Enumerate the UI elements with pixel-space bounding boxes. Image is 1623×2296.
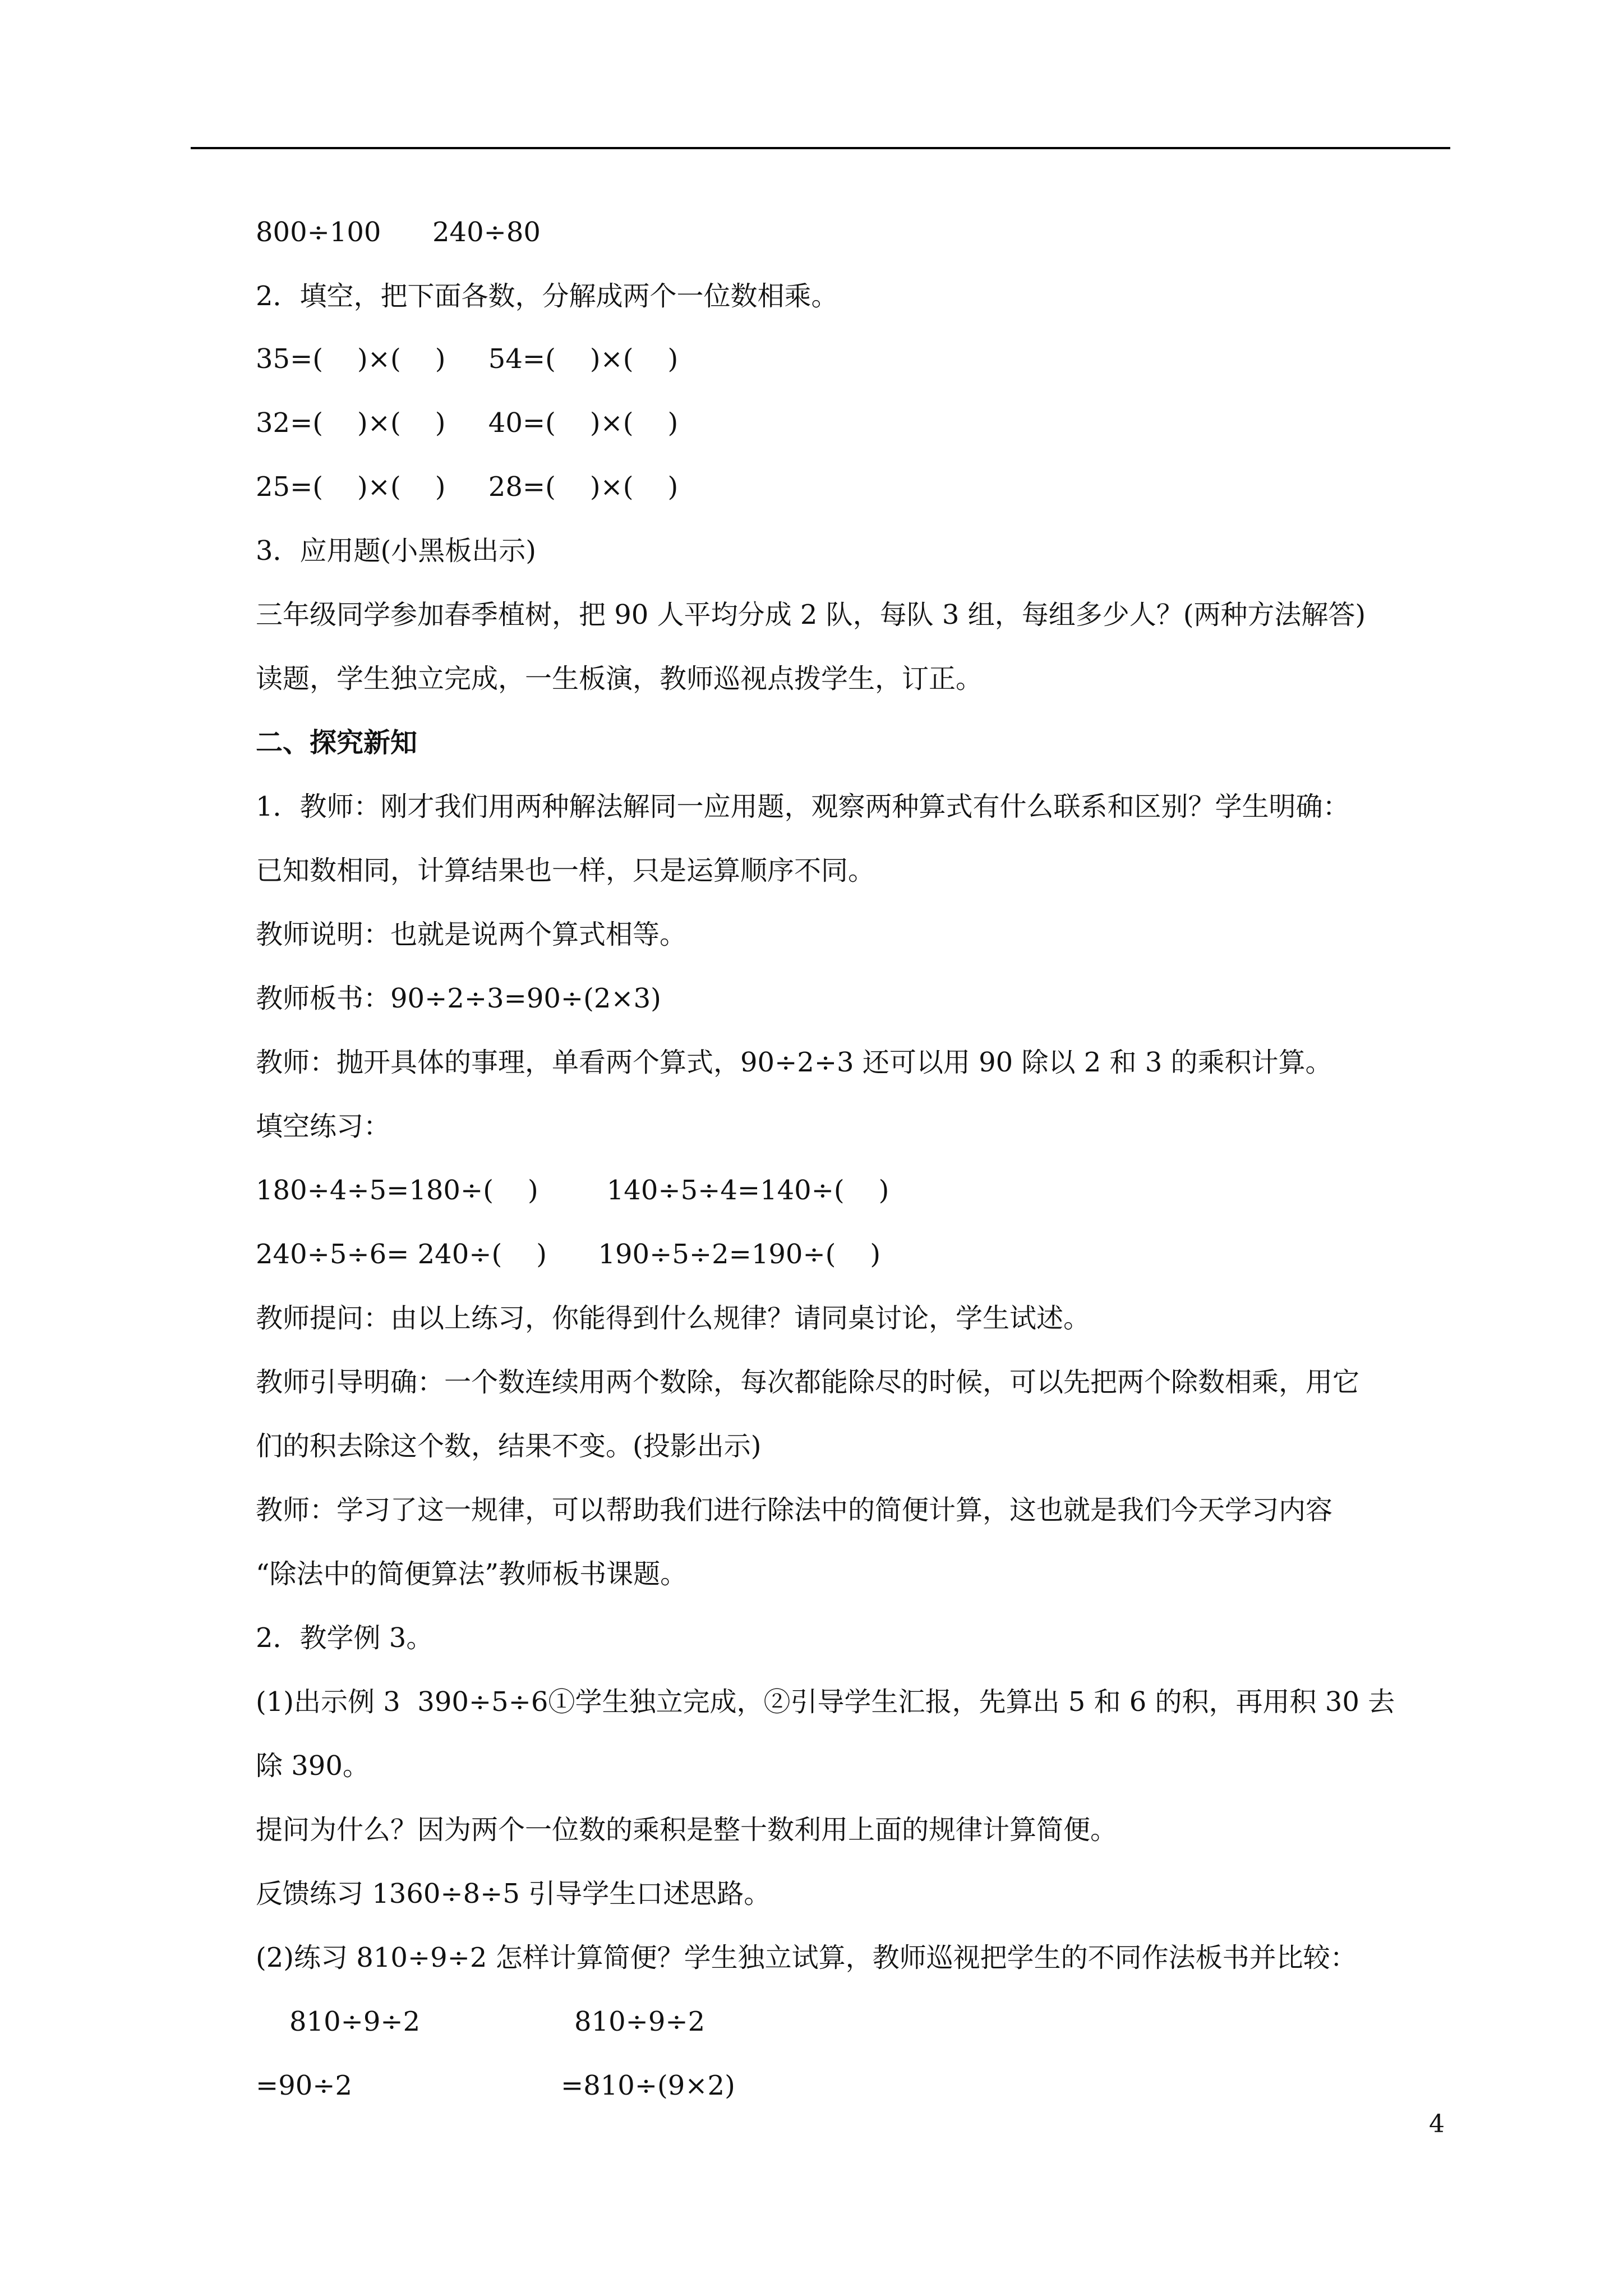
- calc-right-line-1: 810÷9÷2: [574, 2006, 706, 2037]
- text-line-4: 32=( )×( ) 40=( )×( ): [256, 407, 679, 439]
- text-line-22: “除法中的简便算法”教师板书课题。: [256, 1558, 688, 1590]
- text-line-5: 25=( )×( ) 28=( )×( ): [256, 471, 679, 503]
- text-line-19: 教师引导明确：一个数连续用两个数除，每次都能除尽的时候，可以先把两个除数相乘，用它: [256, 1366, 1360, 1398]
- calc-left-line-2: =90÷2: [256, 2070, 353, 2101]
- text-line-21: 教师：学习了这一规律，可以帮助我们进行除法中的简便计算，这也就是我们今天学习内容: [256, 1494, 1333, 1526]
- section-heading: 二、探究新知: [256, 727, 418, 758]
- text-line-27: 反馈练习 1360÷8÷5 引导学生口述思路。: [256, 1878, 771, 1910]
- text-line-10: 1．教师：刚才我们用两种解法解同一应用题，观察两种算式有什么联系和区别？学生明确：: [256, 791, 1350, 822]
- text-line-12: 教师说明：也就是说两个算式相等。: [256, 919, 687, 950]
- calc-right-line-2: =810÷(9×2): [561, 2070, 735, 2101]
- header-rule: [191, 147, 1450, 149]
- text-line-8: 读题，学生独立完成，一生板演，教师巡视点拨学生，订正。: [256, 663, 983, 694]
- text-line-18: 教师提问：由以上练习，你能得到什么规律？请同桌讨论，学生试述。: [256, 1303, 1091, 1334]
- text-line-11: 已知数相同，计算结果也一样，只是运算顺序不同。: [256, 855, 875, 886]
- text-line-1: 800÷100 240÷80: [256, 217, 541, 248]
- text-line-16: 180÷4÷5=180÷( ) 140÷5÷4=140÷( ): [256, 1175, 889, 1206]
- text-line-23: 2．教学例 3。: [256, 1622, 434, 1654]
- text-line-25: 除 390。: [256, 1750, 370, 1782]
- text-line-26: 提问为什么？因为两个一位数的乘积是整十数利用上面的规律计算简便。: [256, 1814, 1118, 1846]
- text-line-17: 240÷5÷6= 240÷( ) 190÷5÷2=190÷( ): [256, 1239, 881, 1270]
- text-line-3: 35=( )×( ) 54=( )×( ): [256, 343, 679, 375]
- text-line-13: 教师板书：90÷2÷3=90÷(2×3): [256, 983, 661, 1014]
- text-line-24: (1)出示例 3 390÷5÷6①学生独立完成，②引导学生汇报，先算出 5 和 6 的积，再用积 30 去: [256, 1686, 1395, 1718]
- text-line-2: 2．填空，把下面各数，分解成两个一位数相乘。: [256, 280, 838, 312]
- page-number: 4: [1429, 2110, 1445, 2138]
- text-line-14: 教师：抛开具体的事理，单看两个算式，90÷2÷3 还可以用 90 除以 2 和 3 的乘积计算。: [256, 1047, 1332, 1078]
- text-line-6: 3．应用题(小黑板出示): [256, 535, 536, 567]
- text-line-28: (2)练习 810÷9÷2 怎样计算简便？学生独立试算，教师巡视把学生的不同作法板书并比较：: [256, 1942, 1357, 1973]
- text-line-20: 们的积去除这个数，结果不变。(投影出示): [256, 1430, 762, 1462]
- text-line-7: 三年级同学参加春季植树，把 90 人平均分成 2 队，每队 3 组，每组多少人？(两种方法解答): [256, 599, 1366, 631]
- text-line-15: 填空练习：: [256, 1111, 391, 1142]
- calc-left-line-1: 810÷9÷2: [289, 2006, 421, 2037]
